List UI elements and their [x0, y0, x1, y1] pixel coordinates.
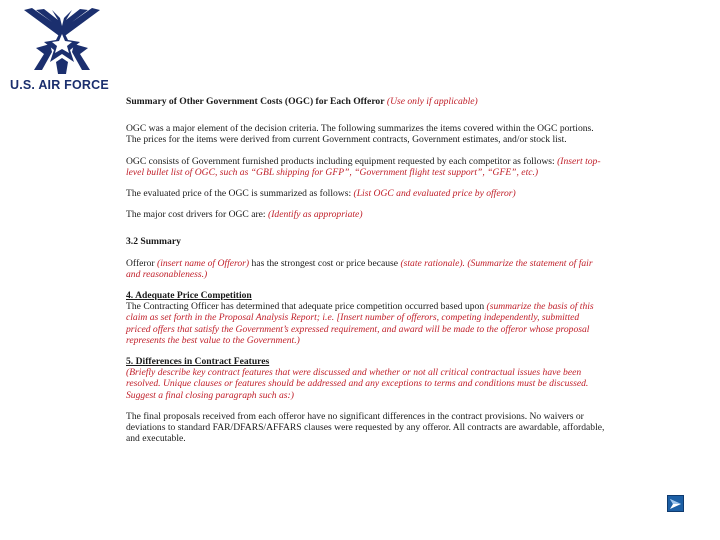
summary-text: has the strongest cost or price because: [251, 257, 399, 269]
air-force-logo: [10, 4, 114, 92]
ogc-title: [126, 96, 606, 107]
summary-note-name: (insert name of Offeror): [157, 257, 250, 269]
summary-note-fairness: (Summarize the statement of fair and reasonableness.): [126, 257, 593, 280]
air-force-wordmark: U.S. AIR FORCE: [10, 78, 109, 92]
air-force-symbol-icon: [22, 4, 102, 76]
ogc-paragraph-3-text: The evaluated price of the OGC is summarized as follows:: [126, 188, 352, 200]
ogc-title-text: Summary of Other Government Costs (OGC) for Each Offeror: [126, 96, 385, 107]
summary-heading: 3.2 Summary: [126, 236, 181, 248]
document-body: [126, 96, 606, 444]
ogc-paragraph-2-note: (Insert top-level bullet list of OGC, such as “GBL shipping for GFP”, “Government flight test support”, “GFE”, etc.): [126, 155, 601, 178]
ogc-paragraph-4-text: The major cost drivers for OGC are:: [126, 209, 266, 221]
apc-text: The Contracting Officer has determined that adequate price competition occurred based upon: [126, 301, 485, 313]
adequate-price-competition-heading: 4. Adequate Price Competition: [126, 290, 252, 302]
contract-differences-heading: 5. Differences in Contract Features: [126, 356, 270, 368]
apc-note: (summarize the basis of this claim as set forth in the Proposal Analysis Report; i.e. [Insert number of offerors, competing independently, submitted priced offers that satisfy the Government’s expressed requirement, and award will be made to the offeror whose proposal represents the best value to the Government.): [126, 301, 594, 346]
ogc-title-note: (Use only if applicable): [386, 96, 478, 107]
ogc-paragraph-4: [126, 209, 606, 220]
summary-note-rationale: (state rationale).: [400, 257, 465, 269]
contract-differences-note: (Briefly describe key contract features that were discussed and whether or not all critical contractual issues have been resolved. Unique clauses or features should be addressed and any exceptions to terms and conditions must be discussed. Suggest a final closing paragraph such as:): [126, 367, 589, 401]
ogc-paragraph-4-note: (Identify as appropriate): [268, 209, 363, 221]
final-proposals-paragraph: The final proposals received from each offeror have no significant differences in the contract provisions. No waivers or deviations to standard FAR/DFARS/AFFARS clauses were requested by any offeror. All contracts are awardable, affordable, and executable.: [126, 410, 605, 445]
summary-offeror: Offeror: [126, 257, 155, 269]
ogc-paragraph-2-text: OGC consists of Government furnished products including equipment requested by each competitor as follows:: [126, 155, 555, 167]
next-slide-icon: [668, 496, 683, 511]
next-slide-button[interactable]: [667, 495, 684, 512]
ogc-paragraph-2: [126, 156, 606, 178]
ogc-paragraph-1: OGC was a major element of the decision criteria. The following summarizes the items covered within the OGC portions. The prices for the items were derived from current Government contracts, Government estimates, and/or stock list.: [126, 123, 594, 146]
summary-paragraph: [126, 258, 606, 280]
ogc-paragraph-3-note: (List OGC and evaluated price by offeror): [353, 188, 516, 200]
ogc-paragraph-3: [126, 188, 606, 199]
adequate-price-competition-paragraph: [126, 301, 606, 346]
